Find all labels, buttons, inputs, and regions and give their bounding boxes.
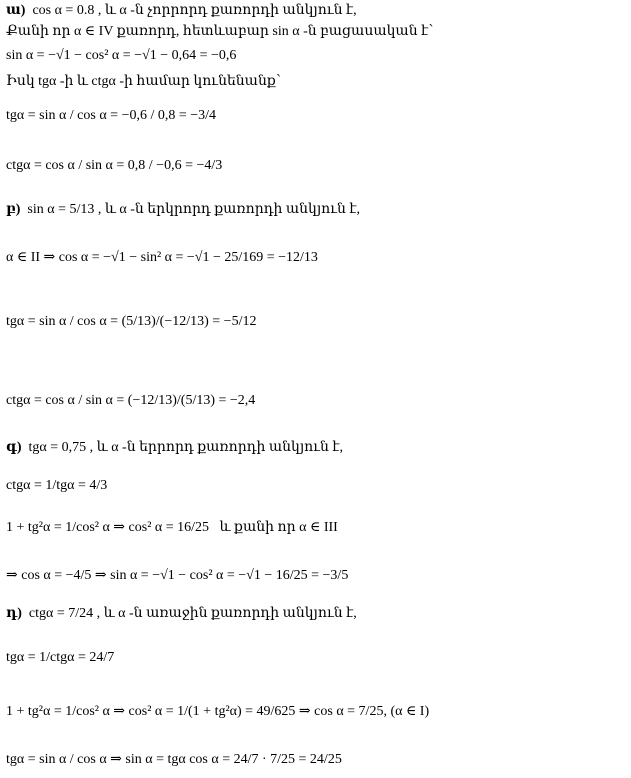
part-d-eq-line: 1 + tg²α = 1/cos² α ⇒ cos² α = 1/(1 + tg²α) = 49/625 ⇒ cos α = 7/25, (α ∈ I) xyxy=(6,704,430,719)
part-c-quarter-text: , և α -ն երրորդ քառորդի անկյուն է, xyxy=(89,440,344,455)
part-a-tg-line: tgα = sin α / cos α = −0,6 / 0,8 = −3/4 xyxy=(6,108,217,123)
part-b-marker: բ) xyxy=(6,202,21,217)
part-b-quarter-text: , և α -ն երկրորդ քառորդի անկյուն է, xyxy=(97,202,361,217)
part-c-marker: գ) xyxy=(6,440,22,455)
part-a-header xyxy=(6,3,357,19)
part-a-condition: cos α = 0.8 xyxy=(32,3,95,18)
part-d-condition: ctgα = 7/24 xyxy=(28,606,94,621)
part-c-eq-row xyxy=(6,520,338,536)
part-c-ctg-line: ctgα = 1/tgα = 4/3 xyxy=(6,478,108,493)
part-c-condition: tgα = 0,75 xyxy=(28,440,87,455)
part-a-intro-text: Իսկ tgα -ի և ctgα -ի համար կունենանք՝ xyxy=(6,74,281,89)
part-d-marker: դ) xyxy=(6,606,22,621)
part-b-condition: sin α = 5/13 xyxy=(27,202,95,217)
part-a-since-text: Քանի որ α ∈ IV քառորդ, հետևաբար sin α -ն բացասական է՝ xyxy=(6,24,434,39)
part-c-header xyxy=(6,440,343,456)
part-b-header xyxy=(6,202,360,218)
part-d-quarter-text: , և α -ն առաջին քառորդի անկյուն է, xyxy=(96,606,357,621)
part-a-quarter-text: , և α -ն չորրորդ քառորդի անկյուն է, xyxy=(97,3,357,18)
part-b-ctg-line: ctgα = cos α / sin α = (−12/13)/(5/13) = −2,4 xyxy=(6,393,256,408)
part-b-cos-line: α ∈ II ⇒ cos α = −√1 − sin² α = −√1 − 25/169 = −12/13 xyxy=(6,250,318,265)
part-a-ctg-line: ctgα = cos α / sin α = 0,8 / −0,6 = −4/3 xyxy=(6,158,223,173)
part-c-eq-line: 1 + tg²α = 1/cos² α ⇒ cos² α = 16/25 xyxy=(6,520,210,535)
part-a-marker: ա) xyxy=(6,3,26,18)
part-d-tg-line: tgα = 1/ctgα = 24/7 xyxy=(6,650,115,665)
part-d-header xyxy=(6,606,357,622)
part-a-sin-line: sin α = −√1 − cos² α = −√1 − 0,64 = −0,6 xyxy=(6,48,237,63)
part-c-since-text: և քանի որ α ∈ III xyxy=(219,520,338,535)
part-d-sin-line: tgα = sin α / cos α ⇒ sin α = tgα cos α = 24/7 · 7/25 = 24/25 xyxy=(6,752,342,767)
part-c-final-line: ⇒ cos α = −4/5 ⇒ sin α = −√1 − cos² α = −√1 − 16/25 = −3/5 xyxy=(6,568,349,583)
part-b-tg-line: tgα = sin α / cos α = (5/13)/(−12/13) = −5/12 xyxy=(6,314,257,329)
